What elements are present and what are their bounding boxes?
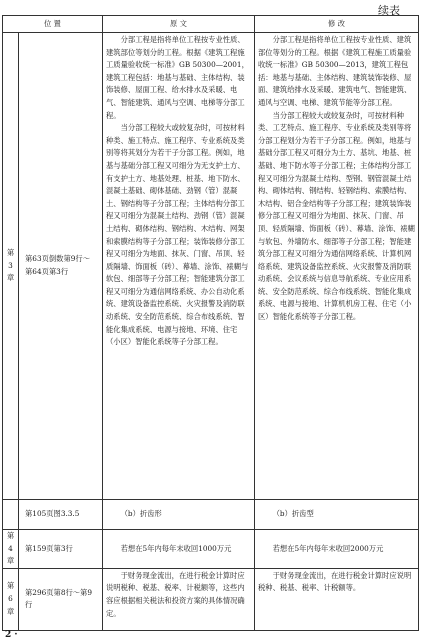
original-paragraph: 当分部工程较大或较复杂时，可按材料种类、施工特点、施工程序、专业系统及类别等将其划分为若干子分部工程。例如，地基与基础分部工程又可细分为无支护土方、有支护土方、地基处理、桩基、地下防水、混凝土基础、砌体基础、劲钢（管）混凝土、钢结构等子分部工程；主体结构分部工程又可细分为混凝土结构、劲钢（管）混凝土结构、砌体结构、钢结构、木结构、网架和索膜结构等子分部工程；装饰装修分部工程又可细分为地面、抹灰、门窗、吊顶、轻质隔墙、饰面板（砖）、幕墙、涂饰、裱糊与软包、细部等子分部工程；智能建筑分部工程又可细分为通信网络系统、办公自动化系统、建筑设备监控系统、火灾报警及消防联动系统、安全防范系统、综合布线系统、智能化集成系统、电源与接地、环境、住宅（小区）智能化系统等子分部工程。 (106, 123, 249, 347)
table-header-row (3, 16, 419, 33)
revision-paragraph: 若想在5年内每年末收回2000万元 (272, 543, 384, 553)
header-original: 原 文 (103, 16, 255, 33)
revision-cell (255, 530, 419, 569)
location-cell: 第296页第8行～第9行 (19, 568, 103, 630)
original-cell (103, 33, 255, 500)
original-cell (103, 568, 255, 630)
chapter-label: 第 6 章 (6, 581, 15, 616)
table-row (3, 33, 419, 500)
chapter-label: 第 3 章 (6, 248, 15, 283)
chapter-cell (3, 500, 19, 530)
revision-paragraph: 于财务现金流出，在进行税金计算时应说明税种、税基、税率、计税额等。 (258, 570, 412, 593)
revision-paragraph: 当分部工程较大或较复杂时，可按材料种类、工艺特点、施工程序、专业系统及类别等将分部工程划分为若干子分部工程。例如，地基与基础分部工程又可细分为土方、基坑、地基、桩基础、地下防水等子分部工程；主体结构分部工程又可细分为混凝土结构、型钢、钢管混凝土结构、砌体结构、钢结构、轻钢结构、索膜结构、木结构、铝合金结构等子分部工程；建筑装饰装修分部工程又可细分为地面、抹灰、门窗、吊顶、轻质隔墙、饰面板（砖）、幕墙、涂饰、裱糊与软包、外墙防水、细部等子分部工程；智能建筑分部工程又可细分为通信网络系统、计算机网络系统、建筑设备监控系统、火灾报警及消防联动系统、会议系统与信息导航系统、专业应用系统、安全防范系统、综合布线系统、智能化集成系统、电源与接地、计算机机房工程、住宅（小区）智能化系统等子分部工程。 (258, 110, 415, 322)
location-cell: 第63页倒数第9行～第64页第3行 (19, 33, 103, 500)
revision-table (2, 15, 419, 631)
location-cell: 第159页第3行 (19, 530, 103, 569)
original-paragraph: 若想在5年内每年末收回1000万元 (120, 543, 232, 553)
original-paragraph: （b）折齿形 (120, 509, 162, 519)
table-row (3, 568, 419, 630)
chapter-cell (3, 33, 19, 500)
revision-cell (255, 568, 419, 630)
header-position: 位 置 (3, 16, 103, 33)
location-cell: 第105页图3.3.5 (19, 500, 103, 530)
chapter-cell (3, 530, 19, 569)
chapter-label: 第 4 章 (6, 531, 15, 566)
revision-paragraph: （b）折齿型 (272, 509, 314, 519)
revision-cell (255, 500, 419, 530)
header-revision: 修 改 (255, 16, 419, 33)
chapter-cell (3, 568, 19, 630)
continued-label: 续表 (378, 4, 400, 17)
original-paragraph: 分部工程是指将单位工程按专业性质、建筑部位等划分的工程。根据《建筑工程施工质量验收统一标准》GB 50300—2001，建筑工程包括：地基与基础、主体结构、装饰装修、屋面工程、给水排水及采暖、电气、智能建筑、通风与空调、电梯等分部工程。 (106, 35, 249, 120)
revision-cell (255, 33, 419, 500)
revision-paragraph: 分部工程是指将单位工程按专业性质、建筑部位等划分的工程。根据《建筑工程施工质量验收统一标准》GB 50300—2013，建筑工程包括：地基与基础、主体结构、建筑装饰装修、屋面、建筑给排水及采暖、建筑电气、智能建筑、通风与空调、电梯、建筑节能等分部工程。 (258, 35, 412, 107)
table-row (3, 500, 419, 530)
original-cell (103, 530, 255, 569)
page-number: 2 · (5, 630, 18, 640)
original-cell (103, 500, 255, 530)
original-paragraph: 于财务现金流出，在进行税金计算时应说明税种、税基、税率、计税额等，这些内容应根据相关税法和投资方案的具体情况确定。 (106, 570, 245, 618)
table-row (3, 530, 419, 569)
